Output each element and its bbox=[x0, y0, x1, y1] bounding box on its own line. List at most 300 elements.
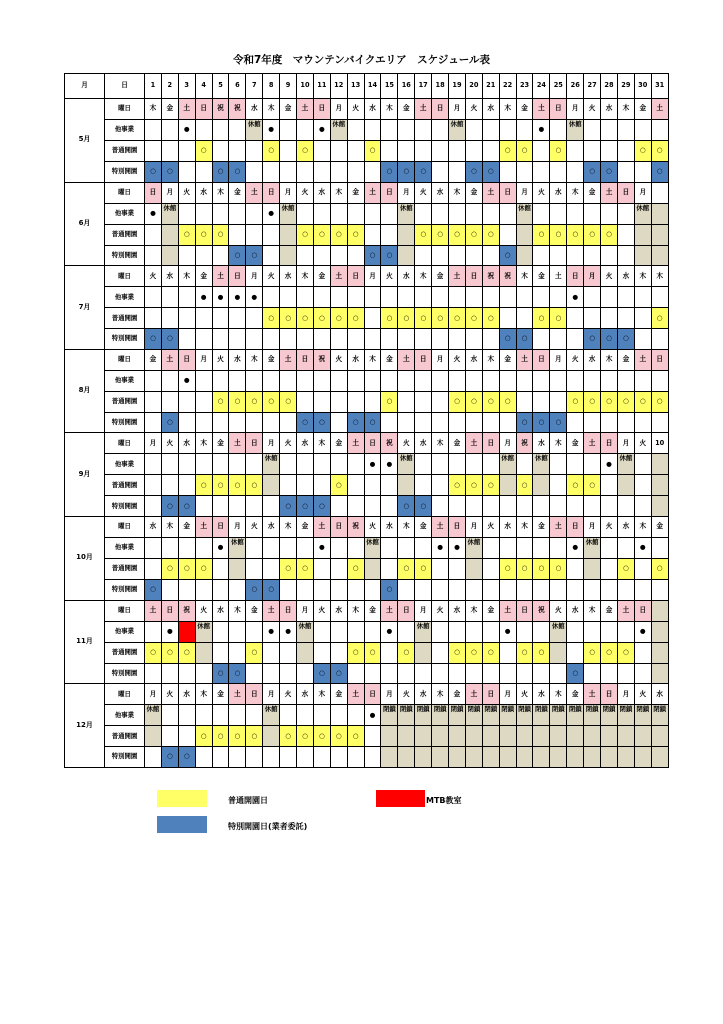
day-cell: 木 bbox=[634, 516, 651, 537]
day-cell bbox=[263, 496, 280, 517]
day-cell bbox=[449, 370, 466, 391]
day-cell: 土 bbox=[533, 99, 550, 120]
day-cell: ○ bbox=[212, 224, 229, 245]
day-cell bbox=[465, 287, 482, 308]
day-cell: 火 bbox=[178, 182, 195, 203]
row-normal_open bbox=[65, 726, 669, 747]
day-cell bbox=[263, 287, 280, 308]
header-day-number: 10 bbox=[297, 74, 314, 99]
day-cell: 祝 bbox=[178, 600, 195, 621]
legend-mtb-label: MTB教室 bbox=[426, 796, 462, 805]
day-cell bbox=[651, 642, 668, 663]
day-cell: 土 bbox=[381, 600, 398, 621]
day-cell bbox=[145, 120, 162, 141]
day-cell: ● bbox=[263, 120, 280, 141]
day-cell: 土 bbox=[297, 99, 314, 120]
day-cell bbox=[246, 558, 263, 579]
day-cell bbox=[634, 747, 651, 768]
day-cell: ● bbox=[601, 454, 618, 475]
day-cell: 休館 bbox=[263, 705, 280, 726]
day-cell: ○ bbox=[651, 558, 668, 579]
day-cell bbox=[415, 579, 432, 600]
day-cell: 月 bbox=[516, 182, 533, 203]
day-cell bbox=[195, 705, 212, 726]
day-cell: ○ bbox=[516, 642, 533, 663]
day-cell bbox=[330, 162, 347, 183]
day-cell bbox=[330, 558, 347, 579]
day-cell bbox=[347, 621, 364, 642]
day-cell: 水 bbox=[550, 182, 567, 203]
day-cell: ○ bbox=[398, 496, 415, 517]
day-cell: 祝 bbox=[533, 600, 550, 621]
day-cell: ○ bbox=[516, 412, 533, 433]
day-cell bbox=[449, 726, 466, 747]
day-cell: ○ bbox=[195, 224, 212, 245]
day-cell bbox=[567, 329, 584, 350]
day-cell: 日 bbox=[229, 266, 246, 287]
day-cell: ○ bbox=[161, 162, 178, 183]
day-cell bbox=[432, 203, 449, 224]
day-cell bbox=[584, 287, 601, 308]
day-cell: 金 bbox=[347, 182, 364, 203]
day-cell bbox=[499, 726, 516, 747]
day-cell bbox=[381, 370, 398, 391]
day-cell: 土 bbox=[145, 600, 162, 621]
day-cell bbox=[178, 308, 195, 329]
day-cell bbox=[313, 579, 330, 600]
day-cell: 祝 bbox=[482, 266, 499, 287]
day-cell: 月 bbox=[263, 684, 280, 705]
day-cell: 月 bbox=[499, 684, 516, 705]
day-cell: 木 bbox=[584, 600, 601, 621]
day-cell: 金 bbox=[449, 684, 466, 705]
day-cell bbox=[313, 329, 330, 350]
day-cell bbox=[347, 747, 364, 768]
day-cell: ● bbox=[212, 287, 229, 308]
day-cell bbox=[482, 621, 499, 642]
row-weekday bbox=[65, 684, 669, 705]
day-cell: ○ bbox=[550, 141, 567, 162]
day-cell bbox=[178, 162, 195, 183]
day-cell: 火 bbox=[280, 684, 297, 705]
header-day-number: 26 bbox=[567, 74, 584, 99]
day-cell: 日 bbox=[280, 600, 297, 621]
day-cell: ○ bbox=[398, 558, 415, 579]
day-cell: ○ bbox=[161, 747, 178, 768]
day-cell bbox=[465, 621, 482, 642]
row-label: 他事業 bbox=[105, 537, 145, 558]
day-cell: 火 bbox=[567, 349, 584, 370]
day-cell bbox=[601, 579, 618, 600]
day-cell: ○ bbox=[432, 224, 449, 245]
day-cell: ● bbox=[195, 287, 212, 308]
day-cell: 月 bbox=[263, 433, 280, 454]
day-cell bbox=[567, 642, 584, 663]
day-cell: ○ bbox=[651, 162, 668, 183]
day-cell bbox=[584, 454, 601, 475]
day-cell bbox=[398, 329, 415, 350]
day-cell bbox=[212, 308, 229, 329]
day-cell bbox=[516, 579, 533, 600]
day-cell bbox=[161, 705, 178, 726]
day-cell: 閉鎖 bbox=[415, 705, 432, 726]
day-cell bbox=[280, 120, 297, 141]
day-cell: ○ bbox=[415, 308, 432, 329]
day-cell bbox=[364, 621, 381, 642]
day-cell: ○ bbox=[347, 308, 364, 329]
day-cell bbox=[212, 642, 229, 663]
legend-normal-swatch bbox=[157, 790, 207, 807]
day-cell: 金 bbox=[449, 433, 466, 454]
day-cell: 金 bbox=[263, 349, 280, 370]
day-cell bbox=[584, 579, 601, 600]
day-cell: 水 bbox=[145, 516, 162, 537]
day-cell: 金 bbox=[415, 516, 432, 537]
day-cell: 金 bbox=[567, 433, 584, 454]
day-cell bbox=[482, 329, 499, 350]
day-cell: 金 bbox=[313, 266, 330, 287]
day-cell bbox=[263, 245, 280, 266]
day-cell: 日 bbox=[516, 600, 533, 621]
day-cell: ○ bbox=[364, 245, 381, 266]
day-cell: ○ bbox=[533, 412, 550, 433]
day-cell bbox=[145, 475, 162, 496]
day-cell: ○ bbox=[533, 308, 550, 329]
day-cell: 土 bbox=[634, 349, 651, 370]
day-cell bbox=[161, 141, 178, 162]
day-cell: 祝 bbox=[499, 266, 516, 287]
day-cell: 祝 bbox=[516, 433, 533, 454]
day-cell: ○ bbox=[584, 224, 601, 245]
day-cell bbox=[634, 412, 651, 433]
day-cell bbox=[550, 203, 567, 224]
day-cell: ● bbox=[229, 287, 246, 308]
day-cell: ● bbox=[634, 621, 651, 642]
day-cell: 土 bbox=[550, 516, 567, 537]
day-cell bbox=[145, 224, 162, 245]
day-cell bbox=[432, 141, 449, 162]
day-cell bbox=[246, 663, 263, 684]
day-cell bbox=[482, 747, 499, 768]
day-cell: 閉鎖 bbox=[601, 705, 618, 726]
day-cell: ○ bbox=[330, 224, 347, 245]
day-cell: 日 bbox=[246, 684, 263, 705]
day-cell: 休館 bbox=[195, 621, 212, 642]
day-cell bbox=[651, 454, 668, 475]
day-cell bbox=[145, 391, 162, 412]
day-cell bbox=[212, 141, 229, 162]
row-label: 特別開園 bbox=[105, 412, 145, 433]
day-cell bbox=[516, 391, 533, 412]
day-cell: ● bbox=[145, 203, 162, 224]
day-cell: 月 bbox=[617, 433, 634, 454]
day-cell bbox=[229, 224, 246, 245]
day-cell bbox=[634, 224, 651, 245]
day-cell: ○ bbox=[415, 496, 432, 517]
day-cell bbox=[161, 537, 178, 558]
day-cell: ○ bbox=[280, 391, 297, 412]
day-cell: ○ bbox=[449, 475, 466, 496]
day-cell bbox=[533, 245, 550, 266]
day-cell bbox=[415, 747, 432, 768]
day-cell: ○ bbox=[651, 308, 668, 329]
day-cell bbox=[145, 370, 162, 391]
day-cell bbox=[280, 705, 297, 726]
day-cell bbox=[482, 412, 499, 433]
day-cell: ○ bbox=[651, 141, 668, 162]
day-cell bbox=[482, 245, 499, 266]
day-cell bbox=[584, 141, 601, 162]
row-label: 特別開園 bbox=[105, 579, 145, 600]
day-cell: 日 bbox=[263, 182, 280, 203]
day-cell: ○ bbox=[601, 224, 618, 245]
day-cell: ○ bbox=[145, 579, 162, 600]
day-cell: 木 bbox=[550, 433, 567, 454]
day-cell bbox=[601, 537, 618, 558]
day-cell: 火 bbox=[195, 600, 212, 621]
day-cell bbox=[482, 120, 499, 141]
row-label: 曜日 bbox=[105, 99, 145, 120]
day-cell bbox=[145, 726, 162, 747]
day-cell bbox=[381, 287, 398, 308]
month-label: 5月 bbox=[65, 99, 105, 183]
day-cell bbox=[178, 475, 195, 496]
day-cell bbox=[313, 621, 330, 642]
day-cell bbox=[246, 308, 263, 329]
day-cell: 土 bbox=[516, 349, 533, 370]
day-cell: ● bbox=[634, 537, 651, 558]
day-cell: ○ bbox=[584, 642, 601, 663]
day-cell: 金 bbox=[212, 433, 229, 454]
header-day-number: 15 bbox=[381, 74, 398, 99]
day-cell bbox=[178, 412, 195, 433]
day-cell: 火 bbox=[398, 433, 415, 454]
day-cell bbox=[584, 370, 601, 391]
day-cell: 月 bbox=[415, 600, 432, 621]
day-cell bbox=[432, 496, 449, 517]
row-special_open bbox=[65, 329, 669, 350]
day-cell: ○ bbox=[381, 245, 398, 266]
day-cell bbox=[499, 747, 516, 768]
day-cell: ○ bbox=[229, 391, 246, 412]
day-cell: ○ bbox=[516, 558, 533, 579]
day-cell bbox=[482, 726, 499, 747]
day-cell: ○ bbox=[313, 663, 330, 684]
day-cell: ● bbox=[313, 537, 330, 558]
day-cell: 木 bbox=[347, 600, 364, 621]
row-label: 特別開園 bbox=[105, 663, 145, 684]
day-cell: 水 bbox=[617, 516, 634, 537]
day-cell bbox=[195, 162, 212, 183]
day-cell: 金 bbox=[465, 182, 482, 203]
row-special_open bbox=[65, 245, 669, 266]
day-cell bbox=[432, 642, 449, 663]
day-cell: ○ bbox=[617, 329, 634, 350]
day-cell bbox=[550, 663, 567, 684]
day-cell bbox=[313, 558, 330, 579]
day-cell bbox=[550, 287, 567, 308]
day-cell bbox=[195, 391, 212, 412]
day-cell: 日 bbox=[330, 516, 347, 537]
day-cell: 水 bbox=[533, 433, 550, 454]
day-cell: 木 bbox=[617, 99, 634, 120]
row-weekday bbox=[65, 182, 669, 203]
day-cell: 木 bbox=[195, 684, 212, 705]
row-other_events bbox=[65, 370, 669, 391]
day-cell: 水 bbox=[617, 266, 634, 287]
day-cell: 閉鎖 bbox=[449, 705, 466, 726]
day-cell: 火 bbox=[330, 349, 347, 370]
header-day-number: 23 bbox=[516, 74, 533, 99]
day-cell: 水 bbox=[449, 600, 466, 621]
day-cell bbox=[499, 412, 516, 433]
day-cell bbox=[482, 454, 499, 475]
day-cell: ○ bbox=[584, 329, 601, 350]
day-cell: ○ bbox=[330, 308, 347, 329]
header-row bbox=[65, 74, 669, 99]
day-cell bbox=[584, 747, 601, 768]
day-cell: 水 bbox=[381, 516, 398, 537]
day-cell: ● bbox=[161, 621, 178, 642]
day-cell: 土 bbox=[601, 182, 618, 203]
header-day-number: 28 bbox=[601, 74, 618, 99]
day-cell: 休館 bbox=[550, 621, 567, 642]
day-cell bbox=[465, 141, 482, 162]
day-cell: 木 bbox=[432, 433, 449, 454]
day-cell: 土 bbox=[195, 516, 212, 537]
day-cell: 月 bbox=[550, 349, 567, 370]
day-cell bbox=[347, 537, 364, 558]
day-cell: 土 bbox=[280, 349, 297, 370]
day-cell bbox=[263, 412, 280, 433]
day-cell: ○ bbox=[482, 475, 499, 496]
day-cell: ○ bbox=[347, 642, 364, 663]
day-cell: ○ bbox=[550, 308, 567, 329]
day-cell: 土 bbox=[178, 99, 195, 120]
day-cell: ● bbox=[432, 537, 449, 558]
day-cell bbox=[313, 454, 330, 475]
day-cell: ○ bbox=[161, 558, 178, 579]
day-cell bbox=[229, 579, 246, 600]
day-cell bbox=[229, 120, 246, 141]
legend-special-label: 特別開園日(業者委託) bbox=[228, 822, 308, 831]
day-cell bbox=[567, 621, 584, 642]
day-cell bbox=[195, 537, 212, 558]
day-cell bbox=[212, 329, 229, 350]
day-cell bbox=[347, 141, 364, 162]
row-label: 他事業 bbox=[105, 621, 145, 642]
day-cell bbox=[381, 141, 398, 162]
day-cell: 祝 bbox=[229, 99, 246, 120]
day-cell: 祝 bbox=[347, 516, 364, 537]
day-cell bbox=[313, 370, 330, 391]
day-cell: ○ bbox=[297, 224, 314, 245]
day-cell: 日 bbox=[482, 433, 499, 454]
day-cell bbox=[246, 454, 263, 475]
day-cell bbox=[584, 120, 601, 141]
day-cell bbox=[280, 412, 297, 433]
day-cell bbox=[330, 141, 347, 162]
day-cell: 木 bbox=[601, 349, 618, 370]
row-normal_open bbox=[65, 558, 669, 579]
day-cell: ○ bbox=[297, 412, 314, 433]
legend-special-swatch bbox=[157, 816, 207, 833]
day-cell bbox=[212, 558, 229, 579]
day-cell bbox=[617, 141, 634, 162]
day-cell bbox=[516, 747, 533, 768]
day-cell bbox=[465, 726, 482, 747]
day-cell: 火 bbox=[145, 266, 162, 287]
day-cell bbox=[280, 370, 297, 391]
day-cell: 月 bbox=[465, 516, 482, 537]
day-cell: ○ bbox=[297, 308, 314, 329]
day-cell: 水 bbox=[364, 99, 381, 120]
day-cell bbox=[499, 579, 516, 600]
day-cell: ○ bbox=[499, 558, 516, 579]
day-cell: ○ bbox=[297, 496, 314, 517]
day-cell bbox=[499, 308, 516, 329]
day-cell bbox=[145, 537, 162, 558]
day-cell bbox=[364, 496, 381, 517]
day-cell: 金 bbox=[280, 99, 297, 120]
day-cell: 水 bbox=[651, 684, 668, 705]
day-cell bbox=[229, 141, 246, 162]
day-cell: 閉鎖 bbox=[617, 705, 634, 726]
day-cell bbox=[212, 203, 229, 224]
day-cell: 金 bbox=[651, 516, 668, 537]
day-cell bbox=[634, 579, 651, 600]
day-cell bbox=[195, 747, 212, 768]
day-cell bbox=[263, 370, 280, 391]
day-cell bbox=[297, 747, 314, 768]
day-cell bbox=[263, 475, 280, 496]
row-label: 普通開園 bbox=[105, 391, 145, 412]
day-cell bbox=[550, 537, 567, 558]
day-cell: 土 bbox=[482, 182, 499, 203]
row-normal_open bbox=[65, 308, 669, 329]
day-cell bbox=[482, 287, 499, 308]
day-cell: 金 bbox=[229, 182, 246, 203]
day-cell: 火 bbox=[347, 99, 364, 120]
day-cell bbox=[161, 454, 178, 475]
day-cell: ○ bbox=[212, 391, 229, 412]
day-cell bbox=[195, 370, 212, 391]
day-cell bbox=[601, 475, 618, 496]
day-cell: ○ bbox=[533, 224, 550, 245]
row-special_open bbox=[65, 663, 669, 684]
day-cell bbox=[161, 120, 178, 141]
day-cell bbox=[161, 308, 178, 329]
day-cell: 休館 bbox=[634, 203, 651, 224]
day-cell bbox=[280, 141, 297, 162]
day-cell bbox=[415, 537, 432, 558]
day-cell: ○ bbox=[465, 475, 482, 496]
day-cell: 木 bbox=[482, 349, 499, 370]
day-cell bbox=[415, 329, 432, 350]
day-cell bbox=[381, 747, 398, 768]
day-cell bbox=[651, 621, 668, 642]
day-cell: ○ bbox=[617, 642, 634, 663]
day-cell bbox=[330, 537, 347, 558]
day-cell: 火 bbox=[280, 433, 297, 454]
day-cell bbox=[533, 747, 550, 768]
day-cell: ● bbox=[567, 287, 584, 308]
day-cell: ○ bbox=[449, 391, 466, 412]
day-cell: 日 bbox=[617, 182, 634, 203]
day-cell bbox=[617, 663, 634, 684]
day-cell bbox=[449, 412, 466, 433]
row-other_events bbox=[65, 621, 669, 642]
